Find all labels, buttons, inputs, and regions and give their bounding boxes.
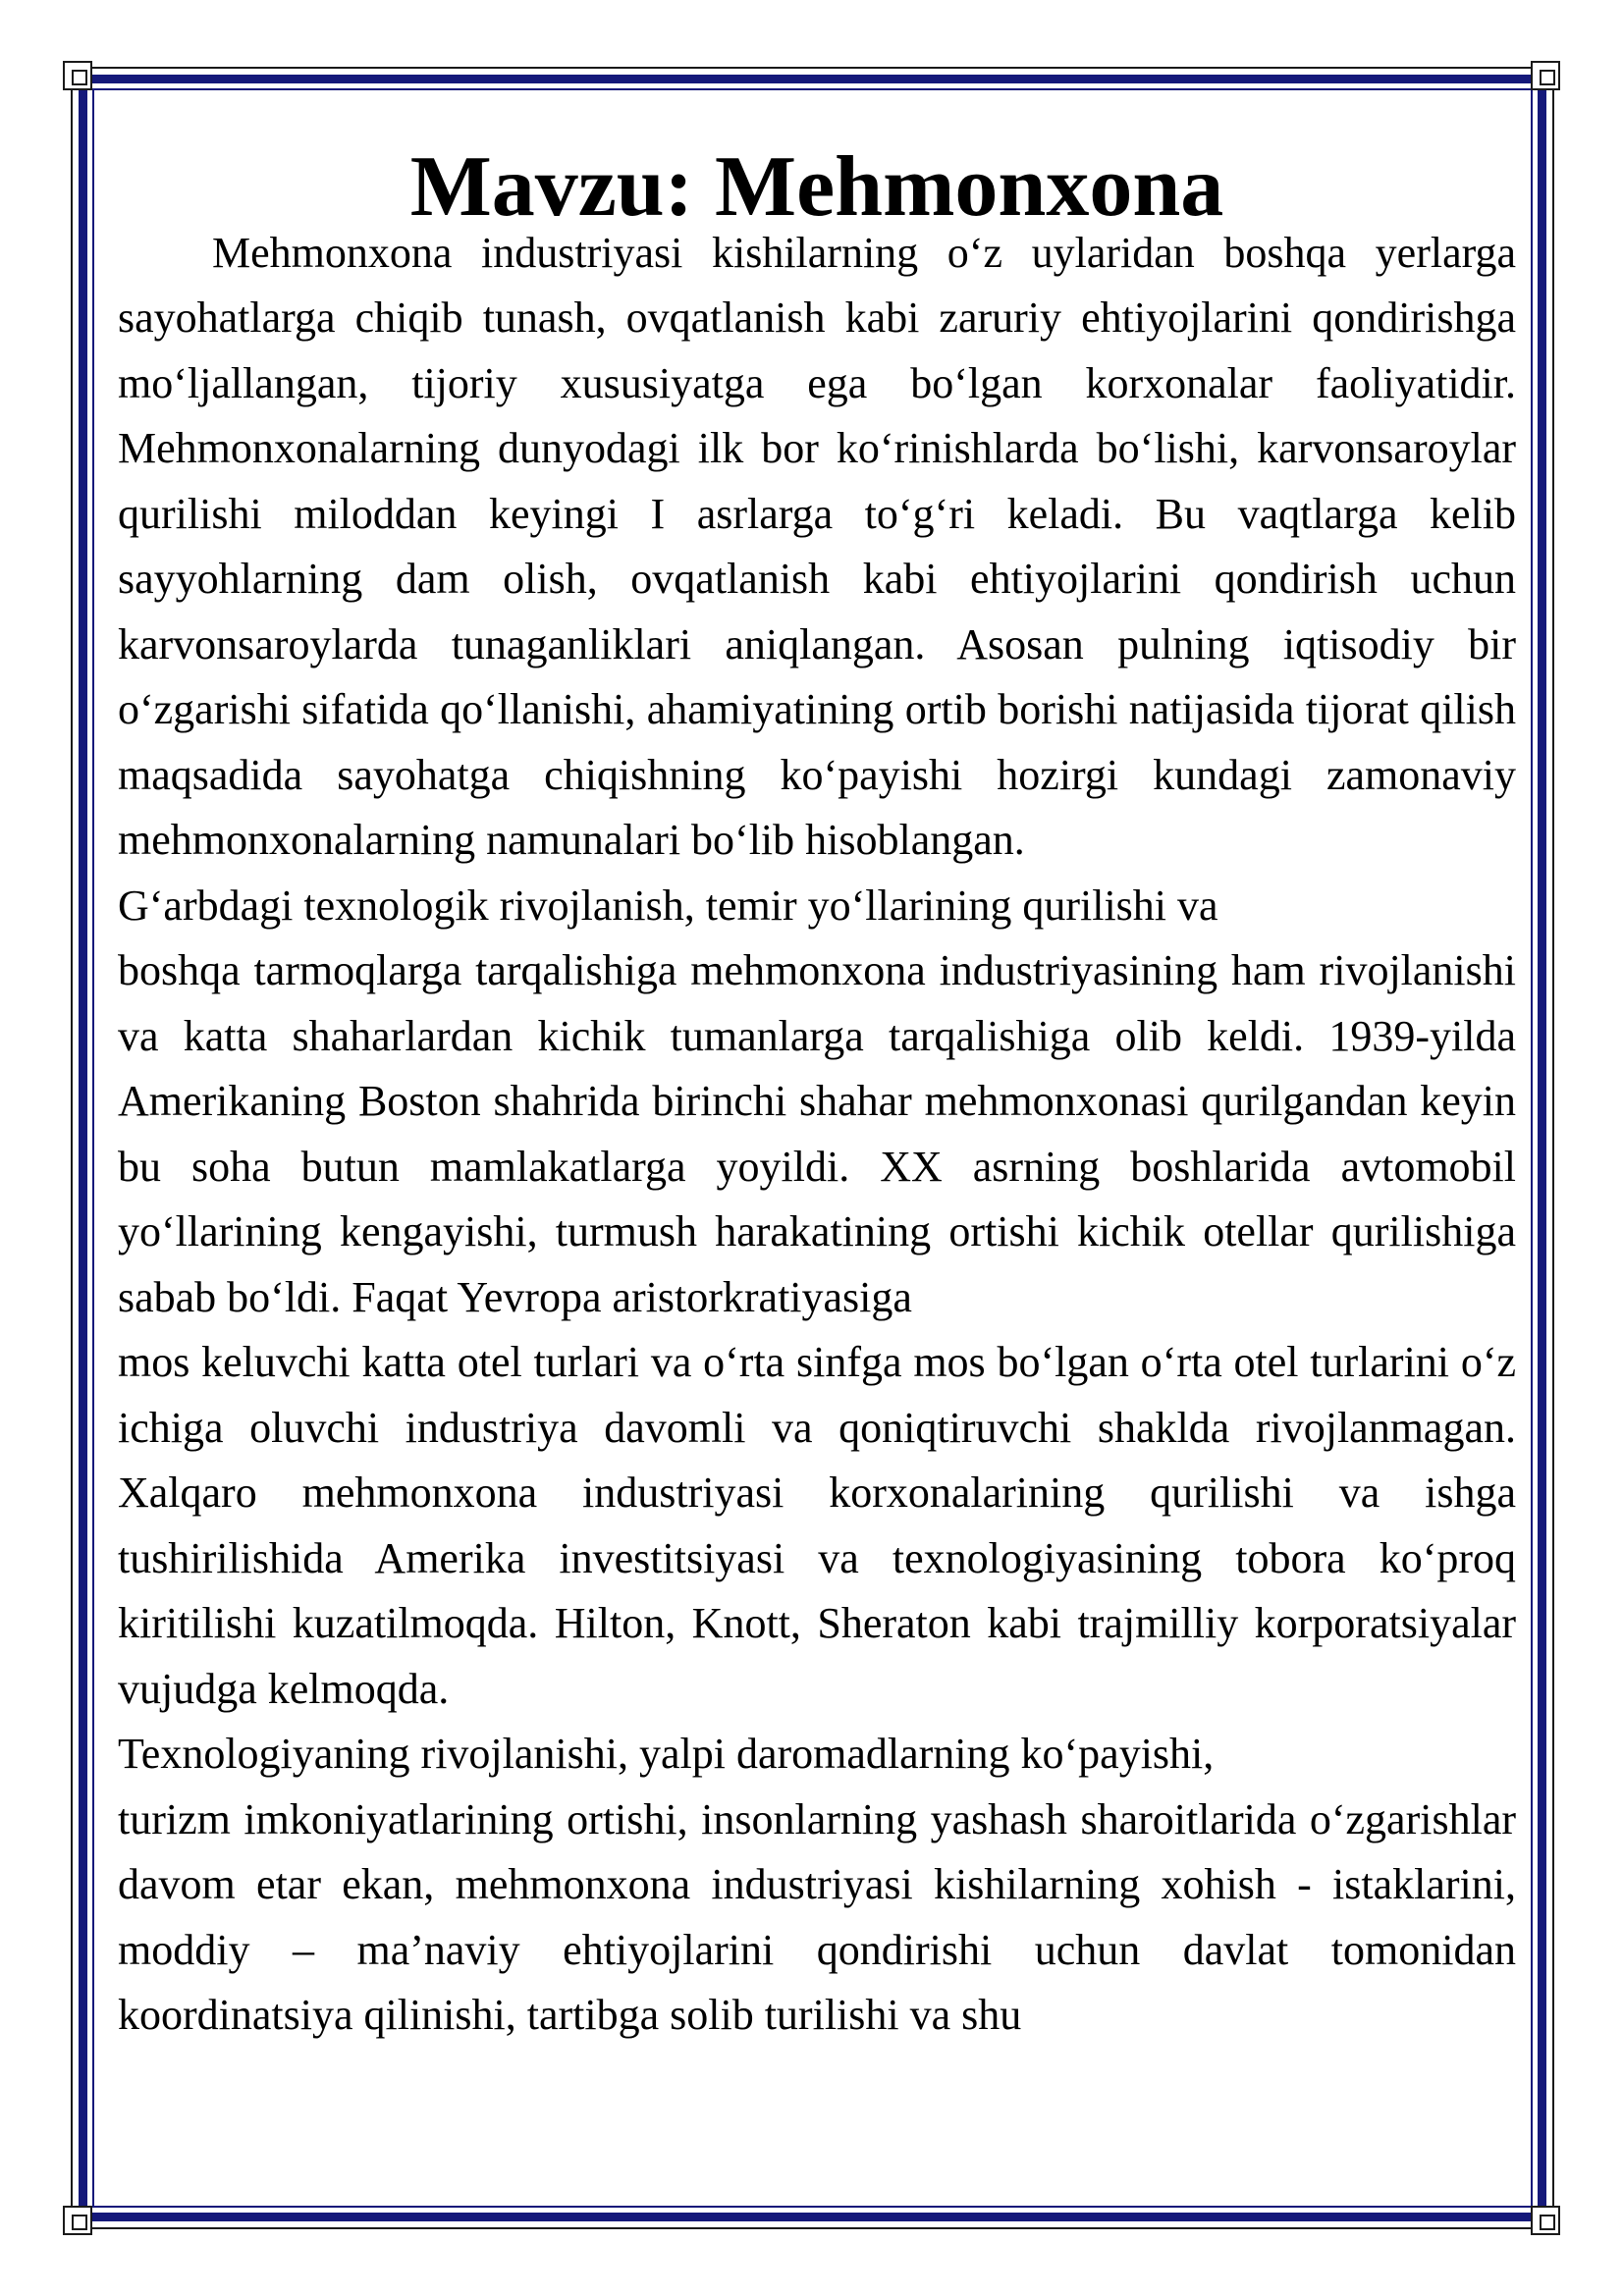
page-title: Mavzu: Mehmonxona xyxy=(409,139,1224,235)
paragraph-1: Mehmonxona industriyasi kishilarning o‘z uylaridan boshqa yerlarga sayohatlarga chiqib tunash, ovqatlanish kabi zaruriy ehtiyojlarini qondirishga mo‘ljallangan, tijoriy xususiyatga ega bo‘lgan korxonalar faoliyatidir. Mehmonxonalarning dunyodagi ilk bor ko‘rinishlarda bo‘lishi, karvonsaroylar qurilishi miloddan keyingi I asrlarga to‘g‘ri keladi. Bu vaqtlarga kelib sayyohlarning dam olish, ovqatlanish kabi ehtiyojlarini qondirish uchun karvonsaroylarda tunaganliklari aniqlangan. Asosan pulning iqtisodiy bir o‘zgarishi sifatida qo‘llanishi, ahamiyatining ortib borishi natijasida tijorat qilish maqsadida sayohatga chiqishning ko‘payishi hozirgi kundagi zamonaviy mehmonxonalarning namunalari bo‘lib hisoblangan. xyxy=(118,228,1516,864)
corner-ornament-top-left xyxy=(63,61,92,90)
paragraph-3: boshqa tarmoqlarga tarqalishiga mehmonxona industriyasining ham rivojlanishi va katta shaharlardan kichik tumanlarga tarqalishiga olib keldi. 1939-yilda Amerikaning Boston shahrida birinchi shahar mehmonxonasi qurilgandan keyin bu soha butun mamlakatlarga yoyildi. XX asrning boshlarida avtomobil yo‘llarining kengayishi, turmush harakatining ortishi kichik otellar qurilishiga sabab bo‘ldi. Faqat Yevropa aristorkratiyasiga xyxy=(118,946,1516,1321)
paragraph-2: G‘arbdagi texnologik rivojlanish, temir yo‘llarining qurilishi va xyxy=(118,881,1218,930)
corner-ornament-top-right xyxy=(1531,61,1560,90)
paragraph-5: Texnologiyaning rivojlanishi, yalpi daromadlarning ko‘payishi, xyxy=(118,1730,1215,1778)
corner-ornament-bottom-left xyxy=(63,2206,92,2235)
document-body xyxy=(118,139,1516,2049)
paragraph-6: turizm imkoniyatlarining ortishi, insonlarning yashash sharoitlarida o‘zgarishlar davom etar ekan, mehmonxona industriyasi kishilarning xohish - istaklarini, moddiy – ma’naviy ehtiyojlarini qondirishi uchun davlat tomonidan koordinatsiya qilinishi, tartibga solib turilishi va shu xyxy=(118,1794,1516,2039)
paragraph-4: mos keluvchi katta otel turlari va o‘rta sinfga mos bo‘lgan o‘rta otel turlarini o‘z ichiga oluvchi industriya davomli va qoniqtiruvchi shaklda rivojlanmagan. Xalqaro mehmonxona industriyasi korxonalarining qurilishi va ishga tushirilishida Amerika investitsiyasi va texnologiyasining tobora ko‘proq kiritilishi kuzatilmoqda. Hilton, Knott, Sheraton kabi trajmilliy korporatsiyalar vujudga kelmoqda. xyxy=(118,1338,1516,1713)
corner-ornament-bottom-right xyxy=(1531,2206,1560,2235)
